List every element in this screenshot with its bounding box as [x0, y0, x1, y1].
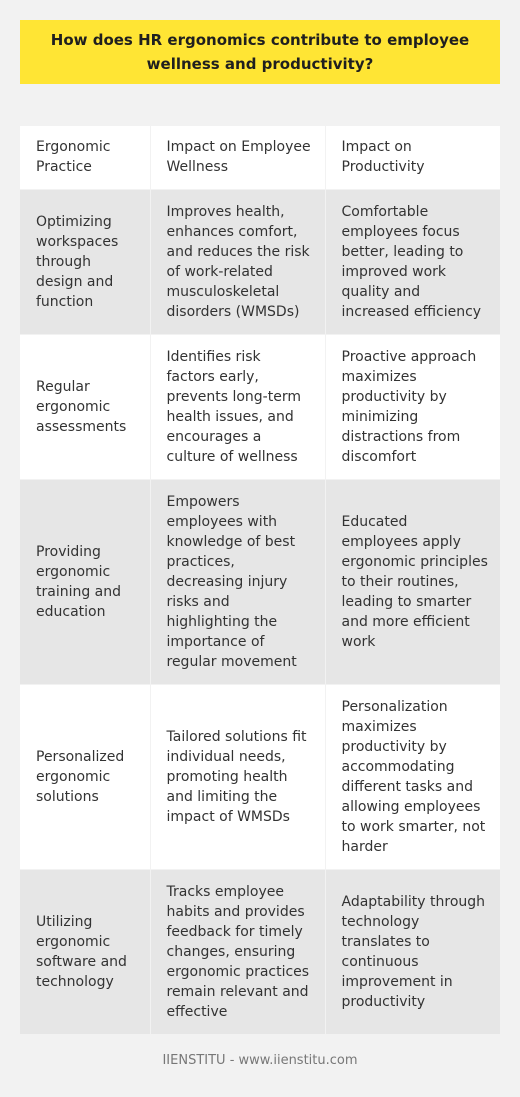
- cell-wellness: Tracks employee habits and provides feedback for timely changes, ensuring ergonomic practices remain relevant and effective: [150, 869, 325, 1034]
- cell-wellness: Improves health, enhances comfort, and reduces the risk of work-related musculoskeletal disorders (WMSDs): [150, 189, 325, 334]
- cell-productivity: Personalization maximizes productivity by accommodating different tasks and allowing employees to work smarter, not harder: [325, 684, 500, 869]
- cell-practice: Personalized ergonomic solutions: [20, 684, 150, 869]
- cell-productivity: Adaptability through technology translates to continuous improvement in productivity: [325, 869, 500, 1034]
- footer-credit: IIENSTITU - www.iienstitu.com: [162, 1053, 358, 1068]
- table-row: [20, 334, 500, 479]
- cell-wellness: Identifies risk factors early, prevents long-term health issues, and encourages a culture of wellness: [150, 334, 325, 479]
- cell-wellness: Tailored solutions fit individual needs, promoting health and limiting the impact of WMSDs: [150, 684, 325, 869]
- table-row: [20, 684, 500, 869]
- cell-productivity: Comfortable employees focus better, leading to improved work quality and increased efficiency: [325, 189, 500, 334]
- ergonomics-table: [20, 126, 500, 1035]
- cell-practice: Regular ergonomic assessments: [20, 334, 150, 479]
- table-row: [20, 869, 500, 1034]
- table-row: [20, 189, 500, 334]
- header-productivity: Impact on Productivity: [325, 126, 500, 189]
- header-practice: Ergonomic Practice: [20, 126, 150, 189]
- cell-productivity: Educated employees apply ergonomic principles to their routines, leading to smarter and more efficient work: [325, 479, 500, 684]
- cell-practice: Providing ergonomic training and education: [20, 479, 150, 684]
- table-row: [20, 479, 500, 684]
- page-title: How does HR ergonomics contribute to employee wellness and productivity?: [50, 31, 470, 73]
- header-wellness: Impact on Employee Wellness: [150, 126, 325, 189]
- title-banner: [20, 20, 500, 84]
- table-header-row: [20, 126, 500, 189]
- cell-practice: Utilizing ergonomic software and technology: [20, 869, 150, 1034]
- cell-practice: Optimizing workspaces through design and function: [20, 189, 150, 334]
- cell-productivity: Proactive approach maximizes productivity by minimizing distractions from discomfort: [325, 334, 500, 479]
- cell-wellness: Empowers employees with knowledge of best practices, decreasing injury risks and highlighting the importance of regular movement: [150, 479, 325, 684]
